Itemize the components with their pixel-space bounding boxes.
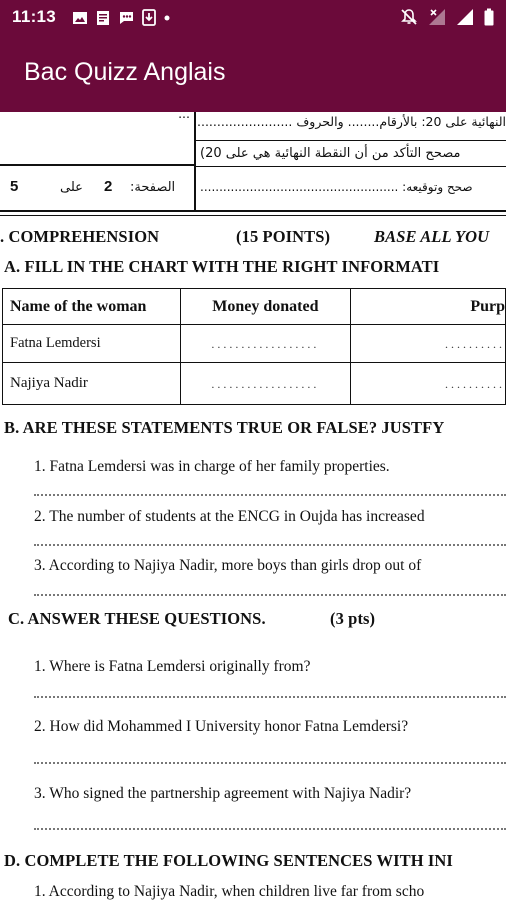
answer-line[interactable] xyxy=(34,544,506,546)
statement-1: 1. Fatna Lemdersi was in charge of her family properties. xyxy=(34,458,390,475)
header-bottom-line xyxy=(0,210,506,212)
chart-cell-money[interactable] xyxy=(180,325,350,363)
section-b-title: B. ARE THESE STATEMENTS TRUE OR FALSE? JUSTFY xyxy=(4,418,445,437)
sentence-1: 1. According to Najiya Nadir, when children live far from scho xyxy=(34,883,425,900)
document-page[interactable] xyxy=(0,112,506,900)
image-icon xyxy=(72,10,88,26)
answer-line[interactable] xyxy=(34,494,506,496)
chart-cell-money[interactable] xyxy=(180,363,350,405)
chart-cell-name: Fatna Lemdersi xyxy=(3,325,181,363)
chat-icon xyxy=(118,10,135,26)
download-icon xyxy=(142,9,156,26)
header-double-line xyxy=(0,215,506,216)
question-1: 1. Where is Fatna Lemdersi originally from? xyxy=(34,658,311,675)
header-line-1 xyxy=(0,164,196,166)
signal-icon xyxy=(456,8,474,26)
page-number xyxy=(8,178,186,202)
section-d-title: D. COMPLETE THE FOLLOWING SENTENCES WITH INI xyxy=(4,851,453,870)
header-arabic-score-line: النهائية على 20: بالأرقام........ والحروف ......................... xyxy=(193,114,506,129)
mute-icon xyxy=(400,8,418,26)
section-c-points: (3 pts) xyxy=(330,609,376,628)
notification-icons xyxy=(72,9,171,26)
section-c-title: C. ANSWER THESE QUESTIONS. xyxy=(8,609,266,628)
dot-icon xyxy=(163,10,171,26)
answer-line[interactable] xyxy=(34,594,506,596)
page-total: 5 xyxy=(10,178,19,195)
chart-row xyxy=(3,325,506,363)
comprehension-points: (15 POINTS) xyxy=(236,227,331,246)
app-title: Bac Quizz Anglais xyxy=(24,58,226,86)
info-chart xyxy=(2,288,506,405)
header-arabic-top-left: ... xyxy=(178,112,190,121)
chart-cell-purpose[interactable] xyxy=(351,363,506,405)
statement-2: 2. The number of students at the ENCG in Oujda has increased xyxy=(34,508,425,525)
chart-blank: .......... xyxy=(445,376,505,391)
answer-line[interactable] xyxy=(34,762,506,764)
section-a-title: A. FILL IN THE CHART WITH THE RIGHT INFORMATI xyxy=(4,257,440,276)
chart-row xyxy=(3,363,506,405)
comprehension-instruction: BASE ALL YOU xyxy=(374,227,490,246)
document-icon xyxy=(95,10,111,26)
header-arabic-verify-line: مصحح التأكد من أن النقطة النهائية هي على 20) xyxy=(200,146,461,161)
chart-cell-name: Najiya Nadir xyxy=(3,363,181,405)
comprehension-title: . COMPREHENSION xyxy=(0,227,160,246)
app-bar xyxy=(0,36,506,112)
status-time: 11:13 xyxy=(12,7,57,26)
chart-header-row xyxy=(3,289,506,325)
chart-blank: .................. xyxy=(211,336,320,351)
statement-3: 3. According to Najiya Nadir, more boys than girls drop out of xyxy=(34,557,422,574)
battery-icon xyxy=(484,8,494,26)
question-3: 3. Who signed the partnership agreement with Najiya Nadir? xyxy=(34,785,412,802)
header-arabic-signature-line: صحح وتوقيعه: .................................................... xyxy=(200,180,473,194)
system-icons xyxy=(400,8,494,26)
page-current: 2 xyxy=(104,178,113,195)
chart-blank: .................. xyxy=(211,376,320,391)
chart-cell-purpose[interactable] xyxy=(351,325,506,363)
page-of-label: على xyxy=(60,180,83,195)
chart-blank: .......... xyxy=(445,336,505,351)
chart-header-purpose: Purp xyxy=(351,289,506,325)
header-line-2 xyxy=(194,140,506,141)
question-2: 2. How did Mohammed I University honor Fatna Lemdersi? xyxy=(34,718,409,735)
chart-header-money: Money donated xyxy=(180,289,350,325)
header-line-3 xyxy=(194,166,506,167)
answer-line[interactable] xyxy=(34,696,506,698)
chart-header-name: Name of the woman xyxy=(3,289,181,325)
signal-x-icon xyxy=(428,8,446,26)
answer-line[interactable] xyxy=(34,828,506,830)
status-bar xyxy=(0,0,506,36)
page-label: الصفحة: xyxy=(130,180,176,195)
